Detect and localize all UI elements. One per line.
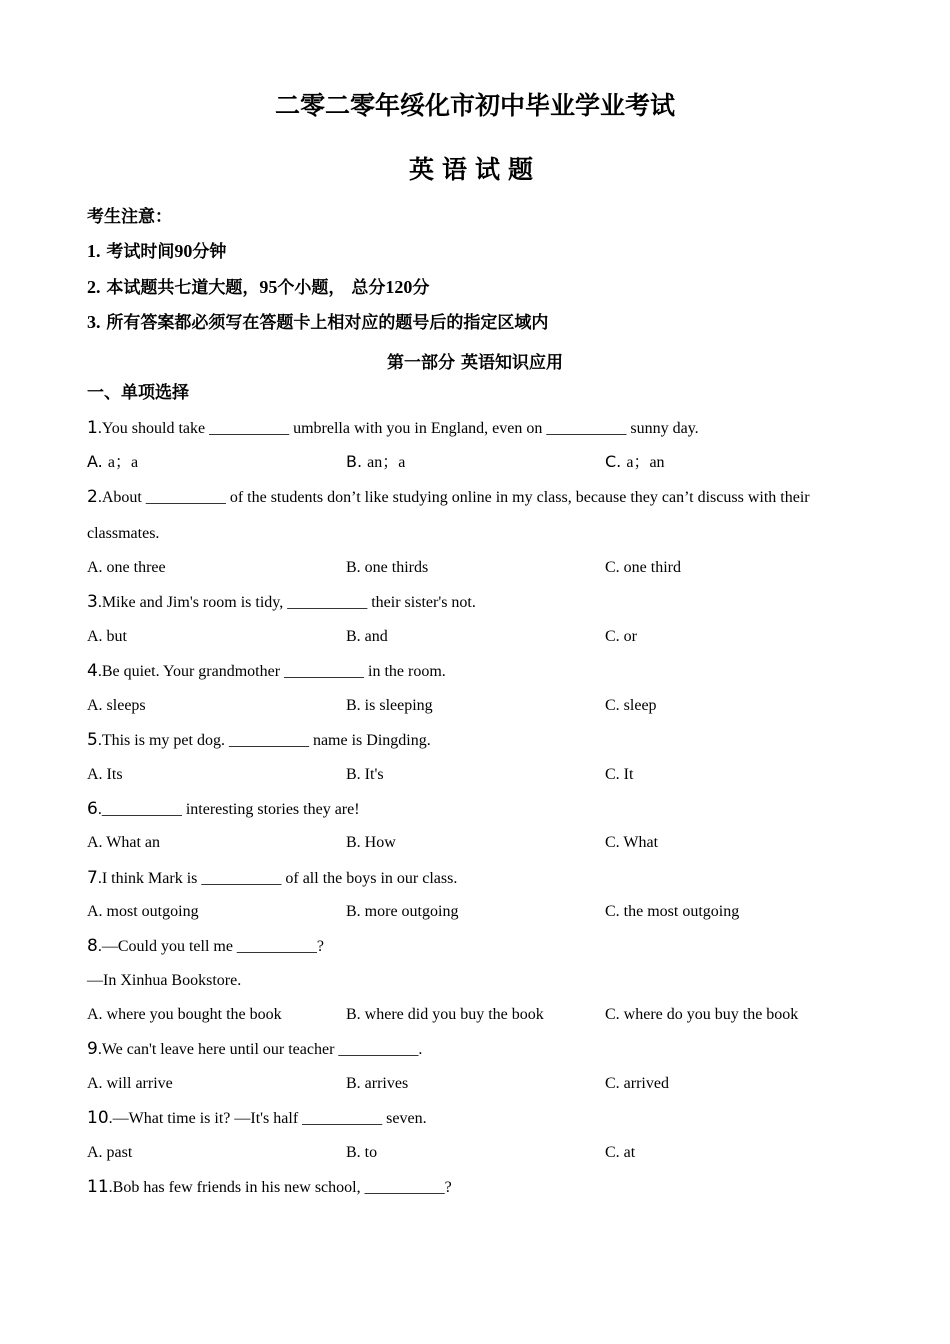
question-text: I think Mark is __________ of all the boys in our class.	[101, 870, 458, 887]
question-stem: 6.__________ interesting stories they are!	[87, 799, 360, 819]
option-c: C. at	[605, 1144, 636, 1161]
option-a: A. What an	[87, 834, 161, 851]
question-number: 10	[87, 1108, 109, 1128]
exam-title: 二零二零年绥化市初中毕业学业考试	[274, 91, 675, 120]
question-text: —What time is it? —It's half __________ seven.	[112, 1110, 427, 1127]
option-b: B. where did you buy the book	[346, 1006, 544, 1023]
option-b: B. one thirds	[346, 559, 429, 576]
option-b: B. arrives	[346, 1075, 409, 1092]
question-text: We can't leave here until our teacher __________.	[101, 1041, 423, 1058]
question-stem-continued: classmates.	[87, 525, 160, 542]
notice-item-value: 120	[385, 277, 413, 297]
option-c	[605, 452, 665, 473]
exam-subtitle: 英语试题	[408, 155, 541, 184]
notice-item-text: 所有答案都必须写在答题卡上相对应的题号后的指定区域内	[106, 313, 549, 333]
options-row	[87, 452, 887, 474]
options-row	[87, 833, 887, 855]
option-a: A. most outgoing	[87, 903, 199, 920]
question-number: 11	[87, 1177, 109, 1197]
option-text: a；an	[626, 454, 665, 471]
question-number: 1	[87, 418, 98, 438]
option-a: A. sleeps	[87, 697, 146, 714]
notice-item-text: 个小题， 总分	[277, 278, 386, 298]
question-stem: 5.This is my pet dog. __________ name is Dingding.	[87, 730, 431, 750]
question-number: 6	[87, 799, 98, 819]
option-b: B. and	[346, 628, 388, 645]
option-b	[346, 452, 405, 473]
question-text: You should take __________ umbrella with you in England, even on __________ sunny day.	[101, 420, 699, 437]
option-c: C. where do you buy the book	[605, 1006, 799, 1023]
question-stem: 7.I think Mark is __________ of all the boys in our class.	[87, 868, 458, 888]
option-letter: B.	[346, 452, 368, 471]
question-text: —Could you tell me __________?	[101, 938, 325, 955]
question-number: 3	[87, 592, 98, 612]
option-letter: C.	[605, 452, 627, 471]
question-stem: 1.You should take __________ umbrella with you in England, even on __________ sunny day.	[87, 418, 699, 438]
section-heading: 一、单项选择	[87, 383, 189, 403]
question-stem: 9.We can't leave here until our teacher __________.	[87, 1039, 423, 1059]
question-text: __________ interesting stories they are!	[101, 801, 360, 818]
option-a: A. past	[87, 1144, 133, 1161]
notice-item-3	[87, 312, 548, 333]
option-b: B. more outgoing	[346, 903, 459, 920]
question-number: 4	[87, 661, 98, 681]
option-text: an；a	[367, 454, 406, 471]
options-row	[87, 1074, 887, 1096]
question-stem: 8.—Could you tell me __________?	[87, 936, 325, 956]
option-b: B. It's	[346, 766, 384, 783]
question-stem: 11.Bob has few friends in his new school, __________?	[87, 1177, 452, 1197]
option-b: B. How	[346, 834, 396, 851]
options-row	[87, 902, 887, 924]
notice-item-value: 95	[259, 277, 278, 297]
notice-item-2	[87, 277, 429, 298]
question-text: Mike and Jim's room is tidy, __________ their sister's not.	[101, 594, 476, 611]
option-a	[87, 452, 138, 473]
option-c: C. What	[605, 834, 659, 851]
question-number: 9	[87, 1039, 98, 1059]
option-c: C. or	[605, 628, 637, 645]
notice-item-text: 考试时间	[106, 242, 175, 262]
option-a: A. Its	[87, 766, 123, 783]
question-text: Be quiet. Your grandmother __________ in the room.	[101, 663, 446, 680]
question-text: This is my pet dog. __________ name is Dingding.	[101, 732, 431, 749]
notice-item-text: 分钟	[192, 242, 227, 262]
option-c: C. one third	[605, 559, 681, 576]
question-number: 8	[87, 936, 98, 956]
question-stem: 4.Be quiet. Your grandmother __________ in the room.	[87, 661, 446, 681]
option-c: C. It	[605, 766, 634, 783]
option-a: A. but	[87, 628, 127, 645]
question-stem: 10.—What time is it? —It's half __________ seven.	[87, 1108, 427, 1128]
notice-item-text: 本试题共七道大题，	[106, 278, 260, 298]
question-text: Bob has few friends in his new school, __________?	[112, 1179, 452, 1196]
question-number: 2	[87, 487, 98, 507]
option-b: B. to	[346, 1144, 378, 1161]
options-row	[87, 765, 887, 787]
question-number: 5	[87, 730, 98, 750]
question-stem: 2.About __________ of the students don’t like studying online in my class, because they can’t discuss with their	[87, 487, 810, 507]
notice-item-1	[87, 241, 226, 262]
option-a: A. one three	[87, 559, 166, 576]
notice-item-value: 90	[174, 241, 193, 261]
option-c: C. sleep	[605, 697, 657, 714]
question-text: About __________ of the students don’t like studying online in my class, because they can’t discuss with their	[101, 489, 810, 506]
notice-item-number: 2.	[87, 277, 101, 297]
notice-item-number: 1.	[87, 241, 101, 261]
notice-heading: 考生注意：	[87, 207, 172, 227]
options-row	[87, 558, 887, 580]
part-title: 第一部分 英语知识应用	[387, 353, 563, 373]
question-dialogue-reply: —In Xinhua Bookstore.	[87, 972, 242, 989]
option-letter: A.	[87, 452, 108, 471]
question-stem: 3.Mike and Jim's room is tidy, __________ their sister's not.	[87, 592, 476, 612]
option-c: C. arrived	[605, 1075, 669, 1092]
options-row	[87, 696, 887, 718]
question-number: 7	[87, 868, 98, 888]
option-a: A. will arrive	[87, 1075, 173, 1092]
options-row	[87, 627, 887, 649]
option-b: B. is sleeping	[346, 697, 433, 714]
notice-item-number: 3.	[87, 312, 101, 332]
option-c: C. the most outgoing	[605, 903, 740, 920]
options-row	[87, 1143, 887, 1165]
option-a: A. where you bought the book	[87, 1006, 282, 1023]
options-row	[87, 1005, 887, 1027]
notice-item-text: 分	[412, 278, 430, 298]
option-text: a；a	[107, 454, 139, 471]
